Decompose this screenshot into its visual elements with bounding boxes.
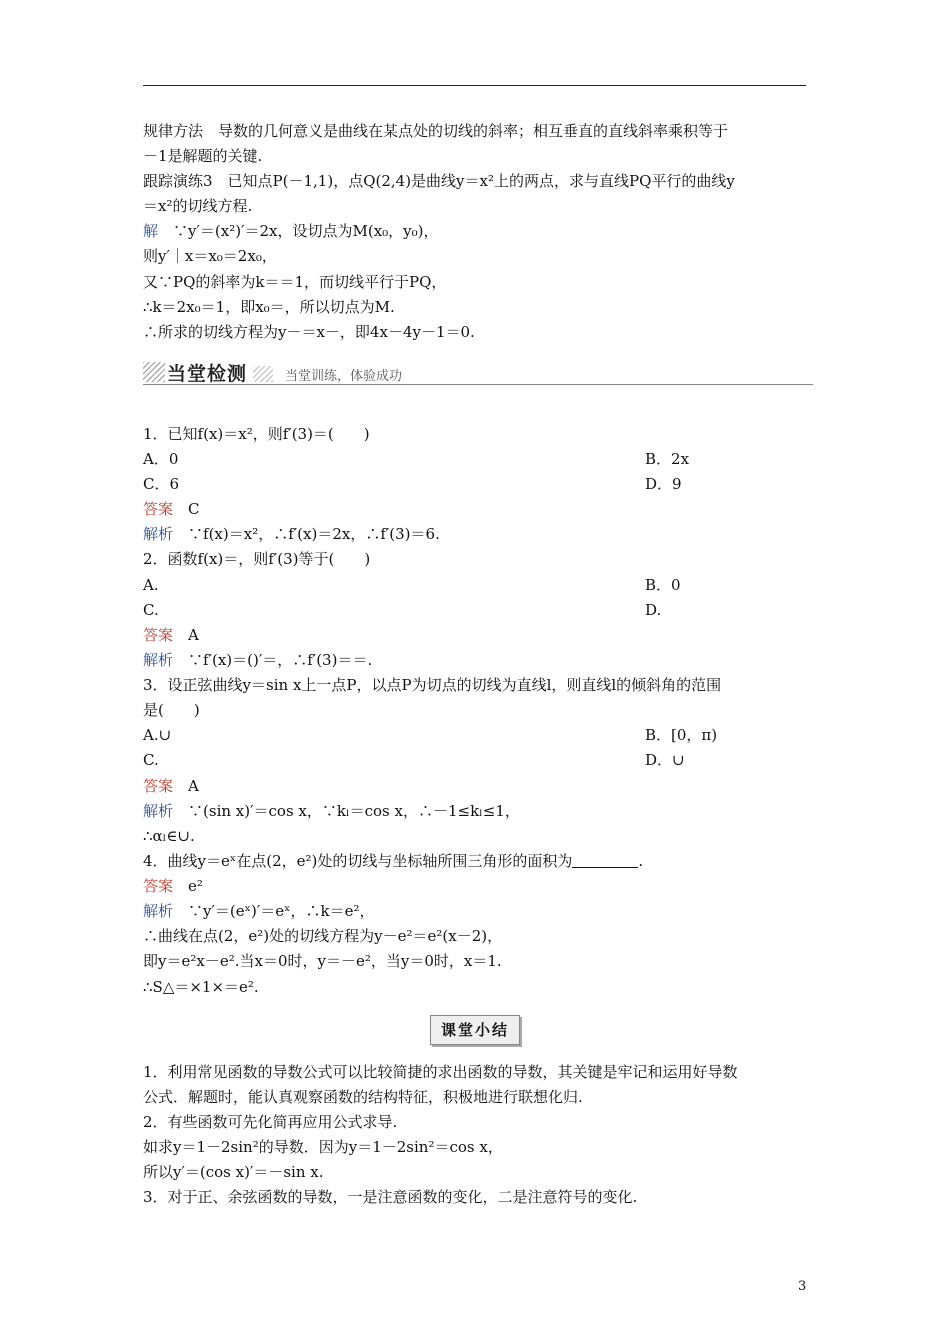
q1-answer-value: C [173,500,200,518]
q3-analysis [143,801,520,821]
summary-line-6: 3．对于正、余弦函数的导数，一是注意函数的变化，二是注意符号的变化. [143,1188,638,1206]
analysis-label: 解析 [143,651,174,669]
section-rule [143,384,813,385]
solution-line-5: ∴所求的切线方程为y－＝x－，即4x－4y－1＝0. [143,323,475,341]
answer-label: 答案 [143,777,174,795]
q1-option-b: B．2x [645,450,690,468]
solution-line-1 [143,221,439,241]
q1-option-c: C．6 [143,475,180,493]
answer-label: 答案 [143,626,174,644]
analysis-label: 解析 [143,902,174,920]
q4-line-2: 即y＝e²x－e².当x＝0时，y＝－e²，当y＝0时，x＝1. [143,952,502,970]
q4-analysis-text: ∵y′＝(eˣ)′＝eˣ，∴k＝e²， [173,902,375,920]
q4-analysis [143,901,374,921]
section-hatch-icon [143,362,165,382]
q3-option-d: D．∪ [645,751,685,769]
q2-option-b: B．0 [645,576,681,594]
analysis-label: 解析 [143,802,174,820]
q3-analysis-2: ∴αₗ∈∪. [143,827,195,845]
q4-answer [143,876,203,896]
solution-line-3: 又∵PQ的斜率为k＝＝1，而切线平行于PQ， [143,273,447,291]
q2-analysis [143,650,372,670]
q3-analysis-text: ∵(sin x)′＝cos x，∵kₗ＝cos x，∴－1≤kₗ≤1， [173,802,520,820]
q4-stem [143,851,643,871]
q4-stem-text: 4．曲线y＝eˣ在点(2，e²)处的切线与坐标轴所围三角形的面积为 [143,852,573,870]
summary-line-5: 所以y′＝(cos x)′＝－sin x. [143,1163,324,1181]
q1-answer [143,499,200,519]
page-number: 3 [798,1279,807,1294]
q3-option-a: A.∪ [143,726,172,744]
q4-line-3: ∴S△＝×1×＝e². [143,978,259,996]
summary-line-2: 公式．解题时，能认真观察函数的结构特征，积极地进行联想化归. [143,1088,583,1106]
q2-option-a: A. [143,576,159,594]
q2-option-c: C. [143,601,159,619]
q4-answer-blank [572,853,638,868]
summary-title: 课堂小结 [430,1015,520,1045]
header-rule [143,85,806,86]
q3-answer [143,776,199,796]
summary-line-1: 1．利用常见函数的导数公式可以比较简捷的求出函数的导数，其关键是牢记和运用好导数 [143,1063,738,1081]
answer-label: 答案 [143,500,174,518]
q3-option-c: C. [143,751,159,769]
q1-analysis-text: ∵f(x)＝x²，∴f′(x)＝2x，∴f′(3)＝6. [173,525,440,543]
q3-answer-value: A [173,777,199,795]
q1-analysis [143,524,440,544]
q2-option-d: D. [645,601,662,619]
q4-stem-end: . [638,852,644,870]
practice-line-1: 跟踪演练3 已知点P(－1,1)，点Q(2,4)是曲线y＝x²上的两点，求与直线PQ平行的曲线y [143,172,735,190]
solution-text-1: ∵y′＝(x²)′＝2x，设切点为M(x₀，y₀)， [158,222,439,240]
q4-answer-value: e² [173,877,203,895]
section-hatch-icon-2 [253,366,273,382]
solution-label: 解 [143,222,159,240]
q2-analysis-text: ∵f′(x)＝()′＝，∴f′(3)＝＝. [173,651,373,669]
method-line-2: －1是解题的关键. [143,147,263,165]
solution-line-4: ∴k＝2x₀＝1，即x₀＝，所以切点为M. [143,298,395,316]
summary-line-4: 如求y＝1－2sin²的导数．因为y＝1－2sin²＝cos x， [143,1138,503,1156]
q2-answer [143,625,199,645]
q3-stem-2: 是( ) [143,701,200,719]
q3-stem-1: 3．设正弦曲线y＝sin x上一点P，以点P为切点的切线为直线l，则直线l的倾斜角的范围 [143,676,722,694]
method-line-1: 规律方法 导数的几何意义是曲线在某点处的切线的斜率；相互垂直的直线斜率乘积等于 [143,122,729,140]
q1-stem: 1．已知f(x)＝x²，则f′(3)＝( ) [143,425,370,443]
q3-option-b: B．[0，π) [645,726,718,744]
q4-line-1: ∴曲线在点(2，e²)处的切线方程为y－e²＝e²(x－2)， [143,927,503,945]
section-subtitle: 当堂训练，体验成功 [285,369,403,384]
q1-option-d: D．9 [645,475,682,493]
answer-label: 答案 [143,877,174,895]
summary-line-3: 2．有些函数可先化简再应用公式求导. [143,1113,398,1131]
section-title: 当堂检测 [167,363,248,385]
solution-line-2: 则y′｜x＝x₀＝2x₀， [143,247,277,265]
q2-answer-value: A [173,626,199,644]
q2-stem: 2．函数f(x)＝，则f′(3)等于( ) [143,550,371,568]
analysis-label: 解析 [143,525,174,543]
q1-option-a: A．0 [143,450,179,468]
practice-line-2: ＝x²的切线方程. [143,197,253,215]
section-header [143,358,813,386]
